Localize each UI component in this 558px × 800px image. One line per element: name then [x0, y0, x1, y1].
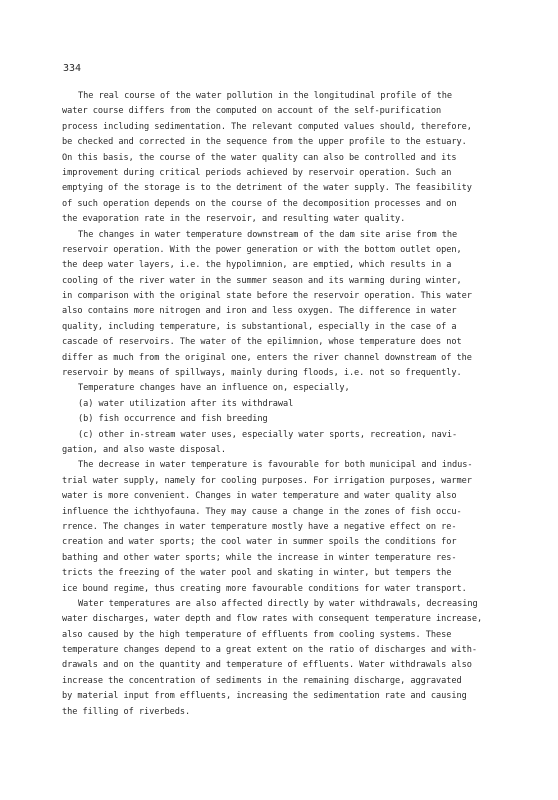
- text-line: emptying of the storage is to the detriment of the water supply. The feasibility: [62, 183, 472, 194]
- text-line: improvement during critical periods achieved by reservoir operation. Such an: [62, 167, 452, 178]
- text-line: ice bound regime, thus creating more favourable conditions for water transport.: [62, 583, 467, 594]
- paragraph: [62, 381, 502, 396]
- text-line: the filling of riverbeds.: [62, 706, 191, 717]
- text-line: reservoir operation. With the power generation or with the bottom outlet open,: [62, 244, 462, 255]
- paragraph: [62, 443, 502, 458]
- page-number: 334: [63, 63, 82, 74]
- text-line: water is more convenient. Changes in water temperature and water quality also: [62, 491, 457, 502]
- text-line: reservoir by means of spillways, mainly during floods, i.e. not so frequently.: [62, 368, 462, 379]
- text-line: The decrease in water temperature is favourable for both municipal and indus-: [78, 460, 473, 471]
- text-line: On this basis, the course of the water quality can also be controlled and its: [62, 152, 457, 163]
- list-item: (c) other in-stream water uses, especially water sports, recreation, navi-: [78, 429, 458, 440]
- text-line: water course differs from the computed on account of the self-purification: [62, 106, 442, 117]
- paragraph: [62, 458, 502, 597]
- text-line: bathing and other water sports; while the increase in winter temperature res-: [62, 552, 457, 563]
- text-line: cooling of the river water in the summer season and its warming during winter,: [62, 275, 462, 286]
- text-line: The changes in water temperature downstream of the dam site arise from the: [78, 229, 458, 240]
- list: [62, 397, 502, 443]
- text-line: Temperature changes have an influence on, especially,: [78, 383, 350, 394]
- text-line: in comparison with the original state before the reservoir operation. This water: [62, 291, 472, 302]
- text-line: drawals and on the quantity and temperature of effluents. Water withdrawals also: [62, 660, 472, 671]
- text-line: influence the ichthyofauna. They may cause a change in the zones of fish occu-: [62, 506, 462, 517]
- text-line: of such operation depends on the course of the decomposition processes and on: [62, 198, 457, 209]
- text-line: quality, including temperature, is substantional, especially in the case of a: [62, 321, 457, 332]
- text-line: also contains more nitrogen and iron and less oxygen. The difference in water: [62, 306, 457, 317]
- text-line: also caused by the high temperature of effluents from cooling systems. These: [62, 629, 452, 640]
- text-line: increase the concentration of sediments in the remaining discharge, aggravated: [62, 675, 462, 686]
- text-line: The real course of the water pollution in the longitudinal profile of the: [78, 91, 453, 101]
- text-line: water discharges, water depth and flow rates with consequent temperature increase,: [62, 614, 483, 625]
- text-line: creation and water sports; the cool water in summer spoils the conditions for: [62, 537, 457, 548]
- text-line: the evaporation rate in the reservoir, and resulting water quality.: [62, 214, 406, 225]
- paragraph: [62, 228, 502, 382]
- text-line: tricts the freezing of the water pool and skating in winter, but tempers the: [62, 568, 452, 579]
- text-line: temperature changes depend to a great extent on the ratio of discharges and with-: [62, 645, 478, 656]
- text-line: Water temperatures are also affected directly by water withdrawals, decreasing: [78, 598, 478, 609]
- text-line: gation, and also waste disposal.: [62, 444, 226, 455]
- text-line: cascade of reservoirs. The water of the epilimnion, whose temperature does not: [62, 337, 462, 348]
- paragraph: [62, 597, 502, 720]
- list-item: (a) water utilization after its withdrawal: [78, 398, 294, 409]
- body-text: [62, 89, 502, 720]
- text-line: the deep water layers, i.e. the hypolimnion, are emptied, which results in a: [62, 260, 452, 271]
- paragraph: [62, 89, 502, 228]
- text-line: differ as much from the original one, enters the river channel downstream of the: [62, 352, 472, 363]
- list-item: (b) fish occurrence and fish breeding: [78, 414, 268, 425]
- text-line: trial water supply, namely for cooling purposes. For irrigation purposes, warmer: [62, 475, 472, 486]
- text-line: be checked and corrected in the sequence from the upper profile to the estuary.: [62, 137, 467, 148]
- text-line: process including sedimentation. The relevant computed values should, therefore,: [62, 121, 472, 132]
- text-line: by material input from effluents, increasing the sedimentation rate and causing: [62, 691, 467, 702]
- text-line: rrence. The changes in water temperature mostly have a negative effect on re-: [62, 521, 457, 532]
